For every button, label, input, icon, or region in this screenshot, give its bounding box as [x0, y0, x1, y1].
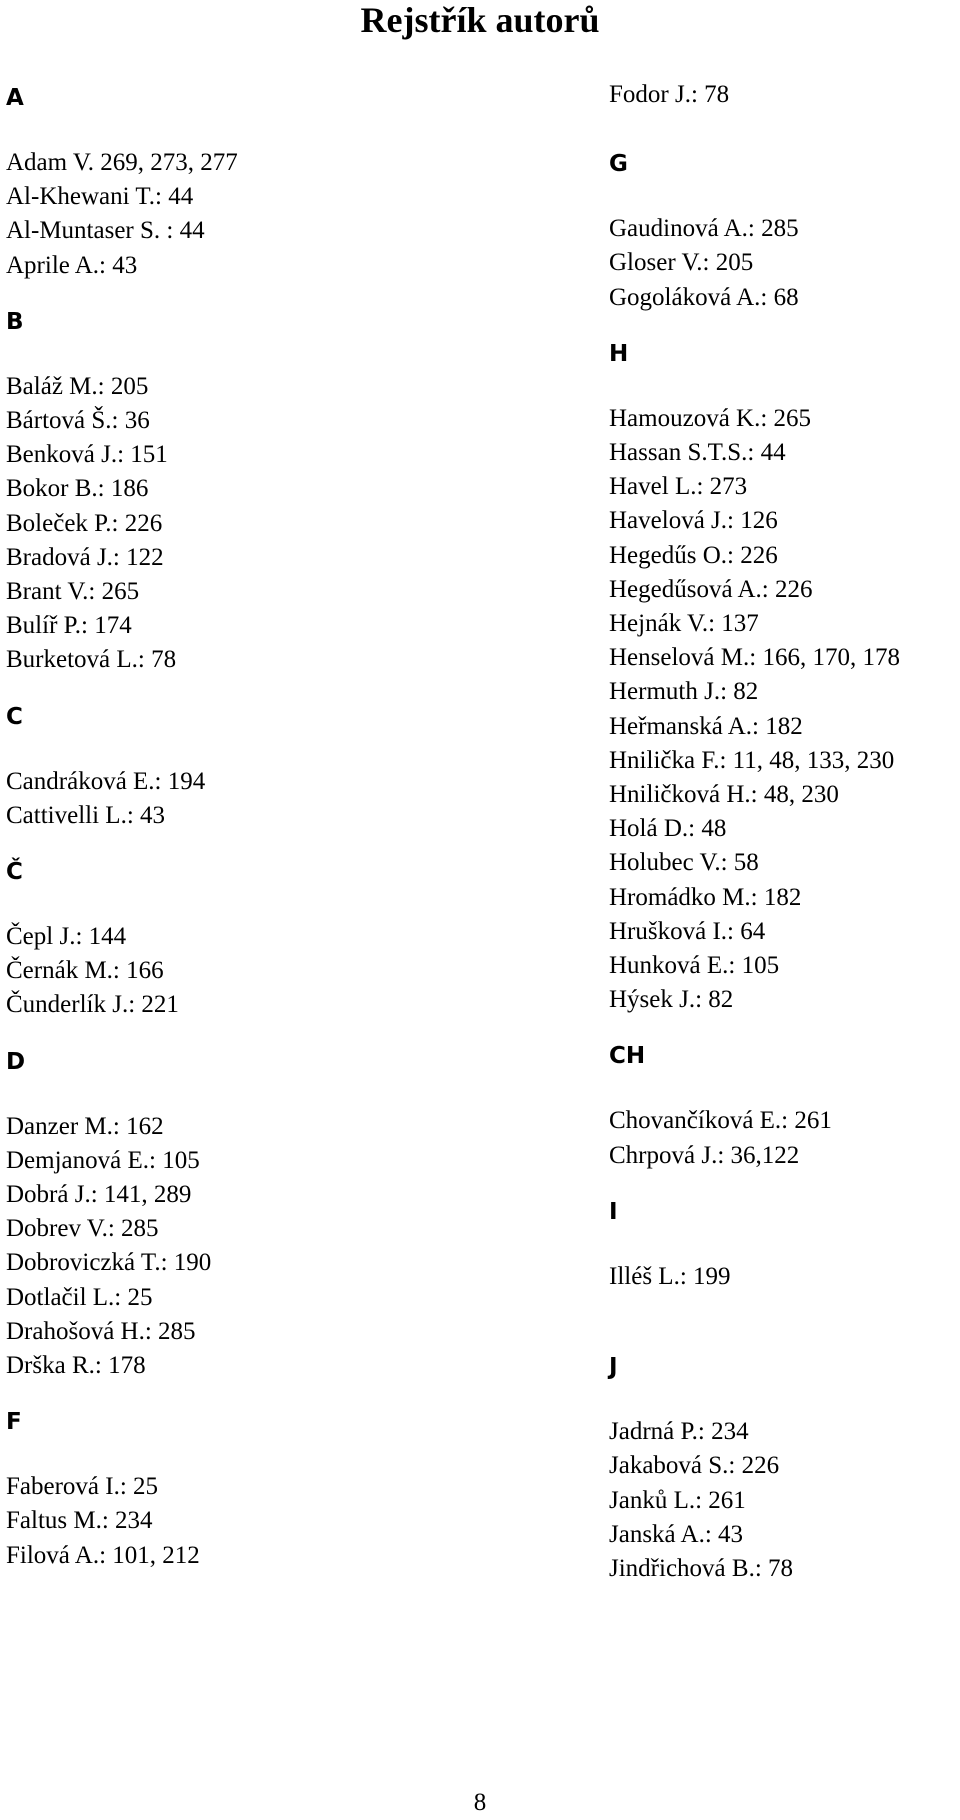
index-entry: Bulíř P.: 174 [6, 612, 132, 640]
index-entry: Adam V. 269, 273, 277 [6, 149, 238, 176]
index-entry: Hnilička F.: 11, 48, 133, 230 [609, 746, 895, 774]
index-entry: Gogoláková A.: 68 [609, 283, 799, 311]
index-entry: Gaudinová A.: 285 [609, 215, 799, 243]
index-entry: Hamouzová K.: 265 [609, 404, 812, 432]
index-entry: Drahošová H.: 285 [6, 1317, 196, 1345]
page-title: Rejstřík autorů [360, 0, 600, 40]
index-entry: Dobrá J.: 141, 289 [6, 1181, 192, 1209]
index-entry: Brant V.: 265 [6, 578, 140, 606]
index-entry: Dobroviczká T.: 190 [6, 1249, 212, 1277]
index-entry: Janků L.: 261 [609, 1486, 746, 1514]
index-entry: Faberová I.: 25 [6, 1473, 159, 1501]
index-entry: Bártová Š.: 36 [6, 407, 150, 435]
section-letter: G [609, 151, 628, 178]
section-letter: Č [6, 859, 23, 886]
index-section [609, 1192, 960, 1328]
index-section [609, 334, 960, 1018]
index-entry: Hegedűs O.: 226 [609, 541, 778, 569]
index-entry: Hejnák V.: 137 [609, 610, 759, 638]
index-entry: Jindřichová B.: 78 [609, 1555, 794, 1583]
index-entry: Dobrev V.: 285 [6, 1215, 159, 1243]
index-entry: Hniličková H.: 48, 230 [609, 781, 839, 809]
index-entry: Fodor J.: 78 [609, 81, 730, 108]
section-letter: A [6, 85, 24, 111]
index-entry: Candráková E.: 194 [6, 767, 206, 795]
index-entry: Hassan S.T.S.: 44 [609, 439, 786, 467]
index-column-left [6, 78, 476, 1573]
index-section [609, 1347, 960, 1586]
index-entry: Jakabová S.: 226 [609, 1452, 780, 1480]
index-entry: Hýsek J.: 82 [609, 986, 734, 1014]
page-number: 8 [473, 1789, 487, 1816]
index-section [609, 1036, 960, 1172]
index-entry: Holubec V.: 58 [609, 849, 759, 877]
index-entry: Havelová J.: 126 [609, 507, 778, 535]
index-section [6, 697, 476, 833]
continued-entries [609, 78, 960, 112]
section-letter: CH [609, 1043, 646, 1070]
index-entry: Filová A.: 101, 212 [6, 1541, 200, 1569]
index-entry: Baláž M.: 205 [6, 372, 149, 400]
index-entry: Chovančíková E.: 261 [609, 1107, 832, 1135]
index-entry [609, 1294, 960, 1328]
index-entry: Demjanová E.: 105 [6, 1146, 200, 1174]
index-entry: Janská A.: 43 [609, 1520, 744, 1548]
index-entry: Burketová L.: 78 [6, 646, 177, 674]
index-entry: Benková J.: 151 [6, 441, 168, 469]
index-entry: Heřmanská A.: 182 [609, 712, 803, 740]
index-entry: Bokor B.: 186 [6, 475, 149, 503]
index-entry: Henselová M.: 166, 170, 178 [609, 644, 900, 672]
index-entry: Chrpová J.: 36,122 [609, 1141, 800, 1169]
index-entry: Al-Muntaser S. : 44 [6, 217, 205, 245]
section-letter: F [6, 1409, 22, 1436]
index-section [6, 852, 476, 1023]
index-entry: Čepl J.: 144 [6, 923, 127, 951]
section-letter: B [6, 308, 24, 335]
index-entry: Hegedűsová A.: 226 [609, 575, 813, 603]
index-entry: Černák M.: 166 [6, 957, 164, 985]
index-entry: Gloser V.: 205 [609, 249, 754, 277]
index-section [6, 78, 476, 283]
index-entry: Al-Khewani T.: 44 [6, 183, 194, 211]
index-entry: Bradová J.: 122 [6, 543, 164, 571]
index-column-right [609, 78, 960, 1586]
index-entry: Jadrná P.: 234 [609, 1418, 749, 1446]
index-section [6, 302, 476, 678]
section-letter: H [609, 340, 629, 367]
index-entry: Hromádko M.: 182 [609, 883, 802, 911]
index-entry: Havel L.: 273 [609, 473, 748, 501]
index-entry: Aprile A.: 43 [6, 251, 138, 279]
index-entry: Danzer M.: 162 [6, 1112, 164, 1140]
index-entry: Holá D.: 48 [609, 815, 727, 843]
index-section [6, 1042, 476, 1384]
index-entry: Hunková E.: 105 [609, 952, 780, 980]
index-entry: Dotlačil L.: 25 [6, 1283, 153, 1311]
index-section [609, 144, 960, 315]
section-letter: J [609, 1354, 618, 1381]
index-entry: Hrušková I.: 64 [609, 917, 766, 945]
index-entry: Drška R.: 178 [6, 1352, 146, 1380]
index-entry: Faltus M.: 234 [6, 1507, 153, 1535]
index-entry: Čunderlík J.: 221 [6, 991, 179, 1019]
index-entry: Boleček P.: 226 [6, 509, 163, 537]
index-entry: Illéš L.: 199 [609, 1262, 731, 1290]
section-letter: I [609, 1198, 618, 1225]
index-section [6, 1402, 476, 1573]
section-letter: C [6, 703, 23, 730]
section-letter: D [6, 1048, 26, 1075]
index-entry: Hermuth J.: 82 [609, 678, 759, 706]
index-entry: Cattivelli L.: 43 [6, 801, 166, 829]
